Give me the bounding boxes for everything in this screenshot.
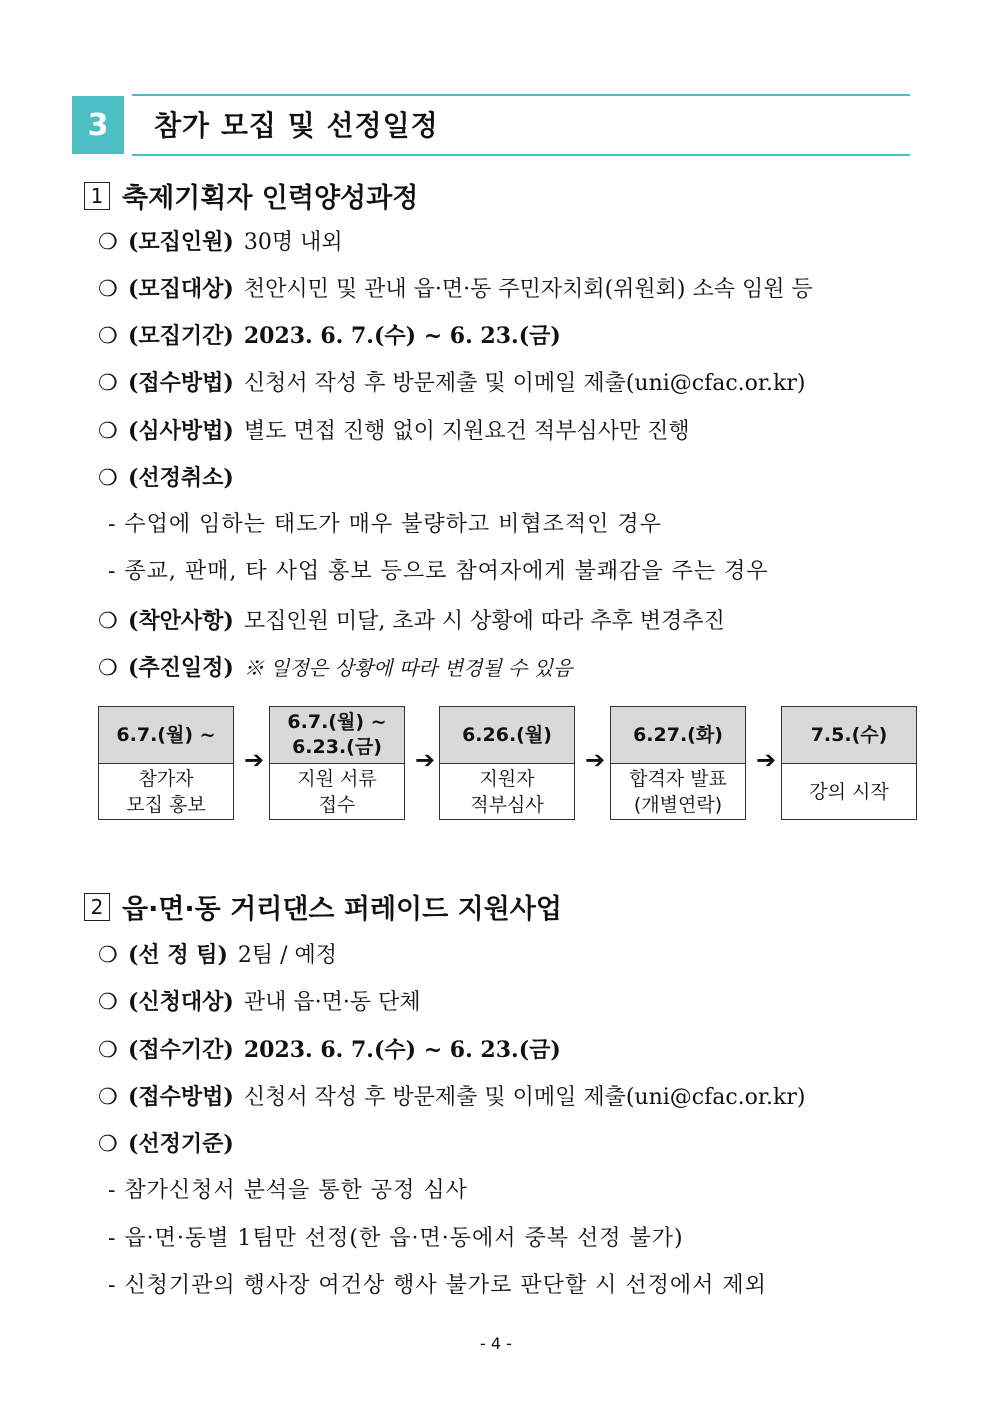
part1-number-box: 1: [84, 182, 110, 210]
item-text: 별도 면접 진행 없이 지원요건 적부심사만 진행: [243, 419, 690, 444]
circle-bullet-icon: ❍: [98, 943, 118, 968]
item-text: 관내 읍·면·동 단체: [243, 990, 421, 1015]
stage-desc: 합격자 발표 (개별연락): [629, 767, 727, 816]
circle-bullet-icon: ❍: [98, 277, 118, 302]
stage-date: 6.27.(화): [611, 707, 745, 764]
item-text: 30명 내외: [243, 230, 343, 255]
part2-title: 읍·면·동 거리댄스 퍼레이드 지원사업: [122, 894, 562, 925]
stage-date: 6.26.(월): [440, 707, 574, 764]
stage-desc: 지원 서류 접수: [297, 767, 377, 816]
stage-desc: 지원자 적부심사: [470, 767, 544, 816]
list-item: [98, 987, 421, 1018]
section-number: 3: [72, 96, 124, 154]
list-item: [98, 940, 337, 971]
item-text: 2팀 / 예정: [237, 943, 338, 968]
stage-desc: 강의 시작: [809, 780, 889, 803]
stage-desc: 참가자 모집 홍보: [126, 767, 206, 816]
item-text: 신청서 작성 후 방문제출 및 이메일 제출(uni@cfac.or.kr): [243, 1085, 806, 1110]
schedule-stage: [610, 706, 746, 820]
schedule-stage: [98, 706, 234, 820]
item-label: (접수방법): [128, 1084, 234, 1110]
circle-bullet-icon: ❍: [98, 1038, 118, 1063]
sub-item: - 신청기관의 행사장 여건상 행사 불가로 판단할 시 선정에서 제외: [108, 1273, 767, 1298]
list-item: [98, 274, 813, 305]
list-item: [98, 606, 725, 637]
arrow-right-icon: ➔: [414, 746, 436, 774]
list-item: [98, 321, 561, 352]
arrow-right-icon: ➔: [243, 746, 265, 774]
item-label: (선 정 팀): [128, 942, 228, 968]
list-item: [98, 463, 244, 494]
part2-number-box: 2: [84, 893, 110, 921]
circle-bullet-icon: ❍: [98, 371, 118, 396]
circle-bullet-icon: ❍: [98, 1132, 118, 1157]
part1-heading: [84, 176, 418, 215]
item-label: (접수방법): [128, 370, 234, 396]
item-label: (신청대상): [128, 989, 234, 1015]
part2-heading: [84, 887, 562, 926]
item-label: (심사방법): [128, 418, 234, 444]
circle-bullet-icon: ❍: [98, 230, 118, 255]
item-label: (모집인원): [128, 229, 234, 255]
sub-item: - 참가신청서 분석을 통한 공정 심사: [108, 1178, 468, 1203]
list-item: [98, 416, 690, 447]
header-bottom-rule: [132, 154, 910, 156]
item-text: 2023. 6. 7.(수) ~ 6. 23.(금): [243, 323, 561, 349]
item-label: (선정기준): [128, 1131, 234, 1157]
arrow-right-icon: ➔: [755, 746, 777, 774]
item-text: 2023. 6. 7.(수) ~ 6. 23.(금): [243, 1037, 561, 1063]
item-label: (모집대상): [128, 276, 234, 302]
sub-item: - 수업에 임하는 태도가 매우 불량하고 비협조적인 경우: [108, 512, 662, 537]
sub-item: - 종교, 판매, 타 사업 홍보 등으로 참여자에게 불쾌감을 주는 경우: [108, 559, 769, 584]
list-item: [98, 1082, 805, 1113]
circle-bullet-icon: ❍: [98, 419, 118, 444]
list-item: [98, 1035, 561, 1066]
sub-item: - 읍·면·동별 1팀만 선정(한 읍·면·동에서 중복 선정 불가): [108, 1226, 684, 1251]
item-label: (착안사항): [128, 608, 234, 634]
stage-date: 6.7.(월) ~: [99, 707, 233, 764]
item-label: (모집기간): [128, 323, 234, 349]
item-text: 모집인원 미달, 초과 시 상황에 따라 추후 변경추진: [243, 609, 725, 634]
list-item: [98, 1129, 244, 1160]
schedule-stage: [269, 706, 405, 820]
arrow-right-icon: ➔: [584, 746, 606, 774]
stage-date: 6.7.(월) ~ 6.23.(금): [270, 707, 404, 764]
page-number: - 4 -: [480, 1334, 512, 1353]
list-item: [98, 227, 343, 258]
schedule-flow: [98, 706, 918, 820]
circle-bullet-icon: ❍: [98, 609, 118, 634]
circle-bullet-icon: ❍: [98, 324, 118, 349]
section-header: [72, 94, 910, 156]
header-top-rule: [132, 94, 910, 96]
schedule-stage: [439, 706, 575, 820]
item-text: 천안시민 및 관내 읍·면·동 주민자치회(위원회) 소속 임원 등: [243, 277, 813, 302]
part1-title: 축제기획자 인력양성과정: [122, 183, 419, 214]
item-label: (접수기간): [128, 1037, 234, 1063]
section-title: 참가 모집 및 선정일정: [154, 109, 439, 142]
circle-bullet-icon: ❍: [98, 990, 118, 1015]
schedule-stage: [781, 706, 917, 820]
item-label: (선정취소): [128, 465, 234, 491]
circle-bullet-icon: ❍: [98, 1085, 118, 1110]
list-item: [98, 368, 805, 399]
circle-bullet-icon: ❍: [98, 466, 118, 491]
item-label: (추진일정): [128, 655, 234, 681]
schedule-note: ※ 일정은 상황에 따라 변경될 수 있음: [243, 656, 573, 680]
item-text: 신청서 작성 후 방문제출 및 이메일 제출(uni@cfac.or.kr): [243, 371, 806, 396]
stage-date: 7.5.(수): [782, 707, 916, 764]
list-item: [98, 653, 572, 684]
circle-bullet-icon: ❍: [98, 656, 118, 681]
